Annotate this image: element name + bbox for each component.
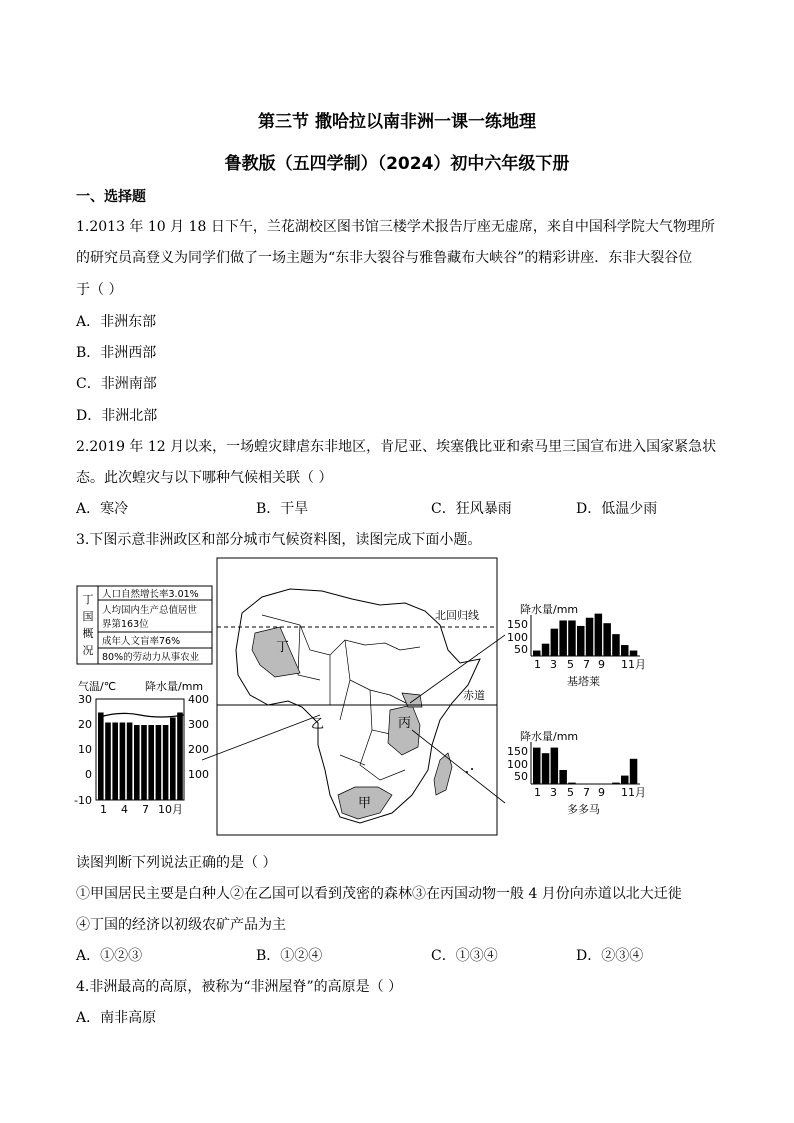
left-bar-10: [163, 725, 169, 800]
q4-option-a[interactable]: A．南非高原: [76, 1010, 157, 1026]
x-tick-4: 4: [121, 803, 128, 816]
climate-chart-left: [74, 679, 209, 816]
q1-option-b[interactable]: B．非洲西部: [76, 345, 157, 361]
left-bar-8: [148, 725, 154, 800]
x-tick-10: 10月: [158, 803, 183, 816]
q3-intro: 3.下图示意非洲政区和部分城市气候资料图，读图完成下面小题。: [76, 532, 482, 548]
info-title-1: 丁: [82, 593, 94, 606]
section-heading: 一、选择题: [76, 189, 146, 205]
kitale-bar-5: [568, 620, 576, 656]
kitale-bar-6: [577, 626, 585, 656]
left-bar-2: [105, 723, 111, 801]
kitale-bar-10: [612, 634, 620, 656]
kitale-x-3: 3: [550, 658, 557, 671]
q3-option-b[interactable]: B．①②④: [256, 948, 323, 964]
q1-line3: 于（ ）: [76, 282, 123, 298]
kitale-ytick-100: 100: [507, 631, 528, 644]
kitale-bar-2: [542, 644, 550, 656]
dodoma-x-1: 1: [534, 786, 541, 799]
dodoma-x-11: 11月: [621, 786, 646, 799]
q2-option-d[interactable]: D．低温少雨: [576, 501, 658, 517]
kitale-ylabel: 降水量/mm: [520, 603, 579, 616]
left-bar-6: [134, 725, 140, 800]
temp-tick-0: 0: [85, 768, 92, 781]
dodoma-ytick-100: 100: [507, 758, 528, 771]
kitale-bar-3: [551, 629, 559, 656]
q3-statements-1: ①甲国居民主要是白种人②在乙国可以看到茂密的森林③在丙国动物一般 4 月份向赤道以北大迁徙: [76, 886, 682, 902]
label-yi: 乙: [311, 717, 325, 732]
dodoma-bar-2: [542, 753, 550, 784]
kitale-x-11: 11月: [621, 658, 646, 671]
dodoma-ytick-50: 50: [514, 770, 528, 783]
q3-option-c[interactable]: C．①③④: [431, 948, 498, 964]
x-tick-1: 1: [100, 803, 107, 816]
doc-title: 第三节 撒哈拉以南非洲一课一练地理: [258, 112, 536, 132]
kitale-bar-8: [595, 614, 603, 656]
dodoma-x-7: 7: [583, 786, 590, 799]
kitale-ytick-50: 50: [514, 643, 528, 656]
left-bar-7: [141, 725, 147, 800]
dodoma-x-3: 3: [550, 786, 557, 799]
q1-option-d[interactable]: D．非洲北部: [76, 408, 158, 424]
q3-statements-2: ④丁国的经济以初级农矿产品为主: [76, 917, 286, 933]
precip-axis-label: 降水量/mm: [145, 680, 204, 693]
precip-tick-400: 400: [188, 693, 209, 706]
kitale-bar-11: [621, 645, 629, 656]
info-item-3: 界第163位: [102, 619, 149, 630]
q3-stem: 读图判断下列说法正确的是（ ）: [76, 855, 277, 871]
temp-axis-label: 气温/℃: [78, 680, 117, 693]
info-item-2: 人均国内生产总值居世: [102, 605, 198, 616]
dodoma-x-9: 9: [598, 786, 605, 799]
left-bar-3: [112, 723, 118, 801]
dodoma-bar-1: [533, 748, 541, 784]
temp-tick-30: 30: [78, 693, 92, 706]
q4-stem: 4.非洲最高的高原，被称为“非洲屋脊”的高原是（ ）: [76, 979, 403, 995]
info-item-1: 人口自然增长率3.01%: [102, 589, 199, 600]
kitale-name: 基塔莱: [567, 675, 600, 688]
dodoma-bar-3: [551, 748, 559, 784]
q2-option-b[interactable]: B．干旱: [256, 501, 309, 517]
dodoma-x-5: 5: [567, 786, 574, 799]
x-tick-7: 7: [142, 803, 149, 816]
doc-subtitle: 鲁教版（五四学制）（2024）初中六年级下册: [224, 154, 570, 174]
q1-option-a[interactable]: A．非洲东部: [76, 314, 157, 330]
africa-map: [202, 558, 505, 835]
q1-line2: 的研究员高登义为同学们做了一场主题为“东非大裂谷与雅鲁藏布大峡谷”的精彩讲座．东非大裂谷位: [76, 250, 693, 266]
left-bar-4: [120, 723, 126, 801]
left-bar-12: [177, 713, 183, 801]
q2-line1: 2.2019 年 12 月以来，一场蝗灾肆虐东非地区，肯尼亚、埃塞俄比亚和索马里三国宣布进入国家紧急状: [76, 439, 717, 455]
temp-tick-20: 20: [78, 718, 92, 731]
africa-figure: [0, 555, 794, 845]
temp-tick-neg10: -10: [74, 794, 92, 807]
kitale-x-1: 1: [534, 658, 541, 671]
label-jia: 甲: [358, 796, 372, 811]
dodoma-bar-10: [612, 783, 620, 784]
kitale-ytick-150: 150: [507, 618, 528, 631]
q2-option-c[interactable]: C．狂风暴雨: [431, 501, 512, 517]
info-title-3: 概: [82, 627, 94, 640]
q2-option-a[interactable]: A．寒冷: [76, 501, 129, 517]
dodoma-bar-12: [630, 759, 638, 784]
kitale-x-9: 9: [598, 658, 605, 671]
dodoma-bar-5: [568, 783, 576, 784]
left-bar-5: [127, 723, 133, 801]
left-bar-9: [156, 725, 162, 800]
ding-info-box: [77, 586, 212, 664]
info-item-4: 成年人文盲率76%: [102, 636, 181, 647]
chart-dodoma: [507, 729, 646, 816]
precip-tick-100: 100: [188, 768, 209, 781]
precip-tick-200: 200: [188, 743, 209, 756]
precip-tick-300: 300: [188, 718, 209, 731]
q1-line1: 1.2013 年 10 月 18 日下午，兰花湖校区图书馆三楼学术报告厅座无虚席，来自中国科学院大气物理所: [76, 219, 715, 235]
info-title-4: 况: [82, 644, 94, 657]
info-item-5: 80%的劳动力从事农业: [102, 652, 200, 663]
dodoma-bar-11: [621, 776, 629, 784]
label-ding: 丁: [276, 640, 290, 655]
q3-option-d[interactable]: D．②③④: [576, 948, 644, 964]
dodoma-ylabel: 降水量/mm: [520, 730, 579, 743]
equator-label: 赤道: [463, 689, 485, 702]
q2-line2: 态。此次蝗灾与以下哪种气候相关联（ ）: [76, 470, 333, 486]
kitale-bar-4: [559, 620, 567, 656]
q3-option-a[interactable]: A．①②③: [76, 948, 143, 964]
left-bar-11: [170, 718, 176, 801]
tropic-label: 北回归线: [435, 609, 479, 622]
temp-tick-10: 10: [78, 743, 92, 756]
kitale-x-7: 7: [583, 658, 590, 671]
kitale-bar-12: [630, 651, 638, 656]
label-bing: 丙: [398, 716, 412, 731]
info-title-2: 国: [82, 610, 94, 623]
chart-kitale: [507, 602, 646, 688]
kitale-x-5: 5: [567, 658, 574, 671]
kitale-bar-7: [586, 618, 594, 656]
left-bar-1: [98, 713, 104, 801]
q1-option-c[interactable]: C．非洲南部: [76, 376, 157, 392]
dodoma-ytick-150: 150: [507, 745, 528, 758]
kitale-bar-9: [603, 623, 611, 656]
temperature-line: [100, 713, 184, 717]
dodoma-bar-4: [559, 770, 567, 784]
kitale-bar-1: [533, 651, 541, 656]
dodoma-name: 多多马: [567, 803, 600, 816]
